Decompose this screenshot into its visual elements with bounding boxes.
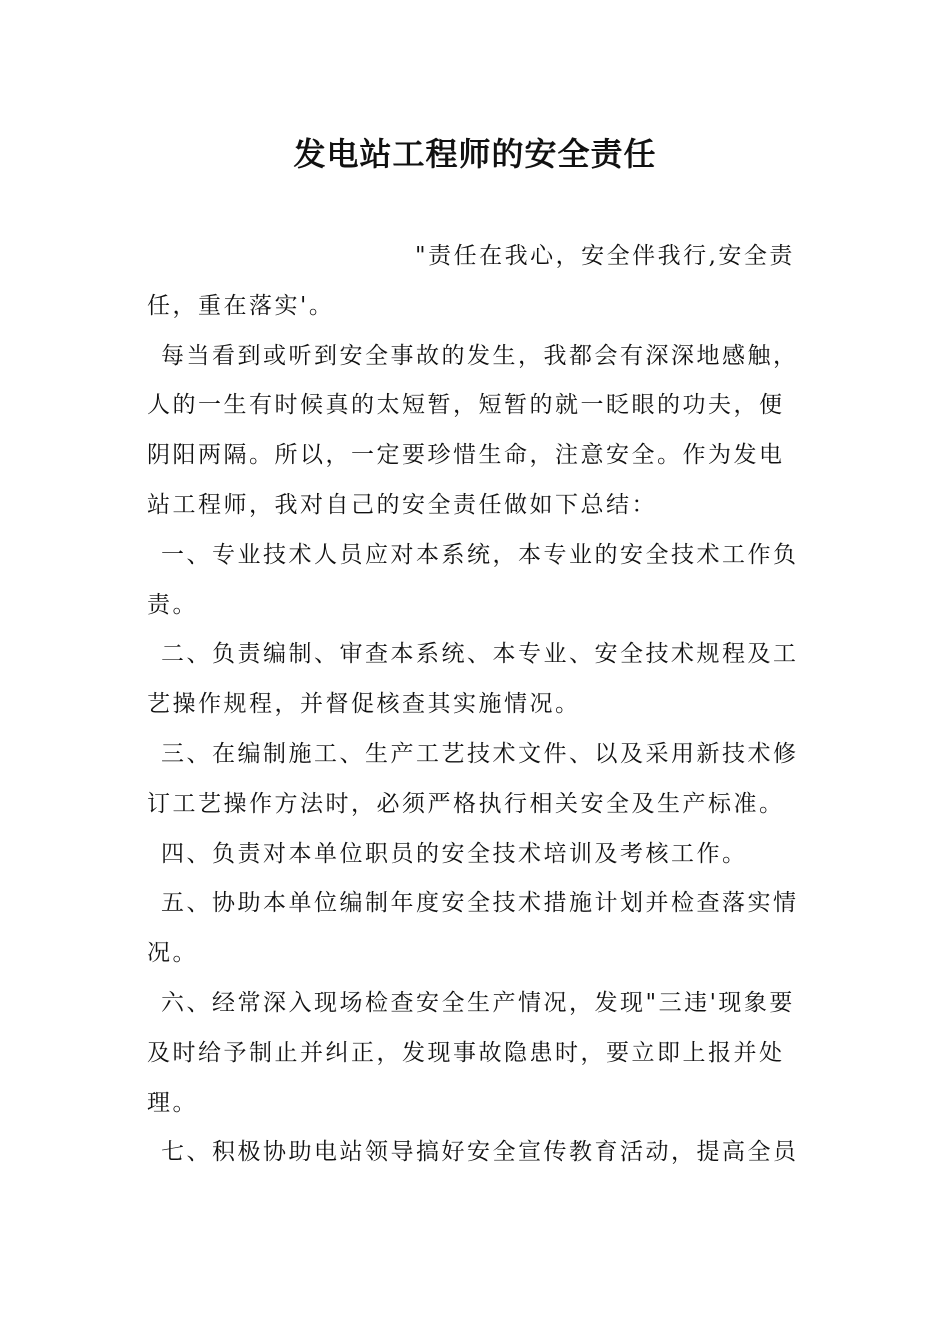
responsibility-item-7: 七、积极协助电站领导搞好安全宣传教育活动，提高全员 [161,1139,799,1166]
document-body [147,232,807,1178]
responsibility-item-6: 六、经常深入现场检查安全生产情况，发现"三违'现象要及时给予制止并纠正，发现事故隐患时，要立即上报并处理。 [147,989,795,1116]
responsibility-item-5: 五、协助本单位编制年度安全技术措施计划并检查落实情况。 [147,890,799,967]
responsibility-item-3: 三、在编制施工、生产工艺技术文件、以及采用新技术修订工艺操作方法时，必须严格执行相关安全及生产标准。 [147,740,799,817]
responsibility-item-2: 二、负责编制、审查本系统、本专业、安全技术规程及工艺操作规程，并督促核查其实施情况。 [147,641,799,718]
intro-paragraph: 每当看到或听到安全事故的发生，我都会有深深地感触，人的一生有时候真的太短暂，短暂的就一眨眼的功夫，便阴阳两隔。所以，一定要珍惜生命，注意安全。作为发电站工程师，我对自己的安全责任做如下总结： [147,342,799,518]
document-title: 发电站工程师的安全责任 [293,135,657,173]
opening-quote: "责任在我心，安全伴我行,安全责任，重在落实'。 [147,243,795,319]
responsibility-item-4: 四、负责对本单位职员的安全技术培训及考核工作。 [161,840,748,867]
responsibility-item-1: 一、专业技术人员应对本系统，本专业的安全技术工作负责。 [147,541,799,618]
